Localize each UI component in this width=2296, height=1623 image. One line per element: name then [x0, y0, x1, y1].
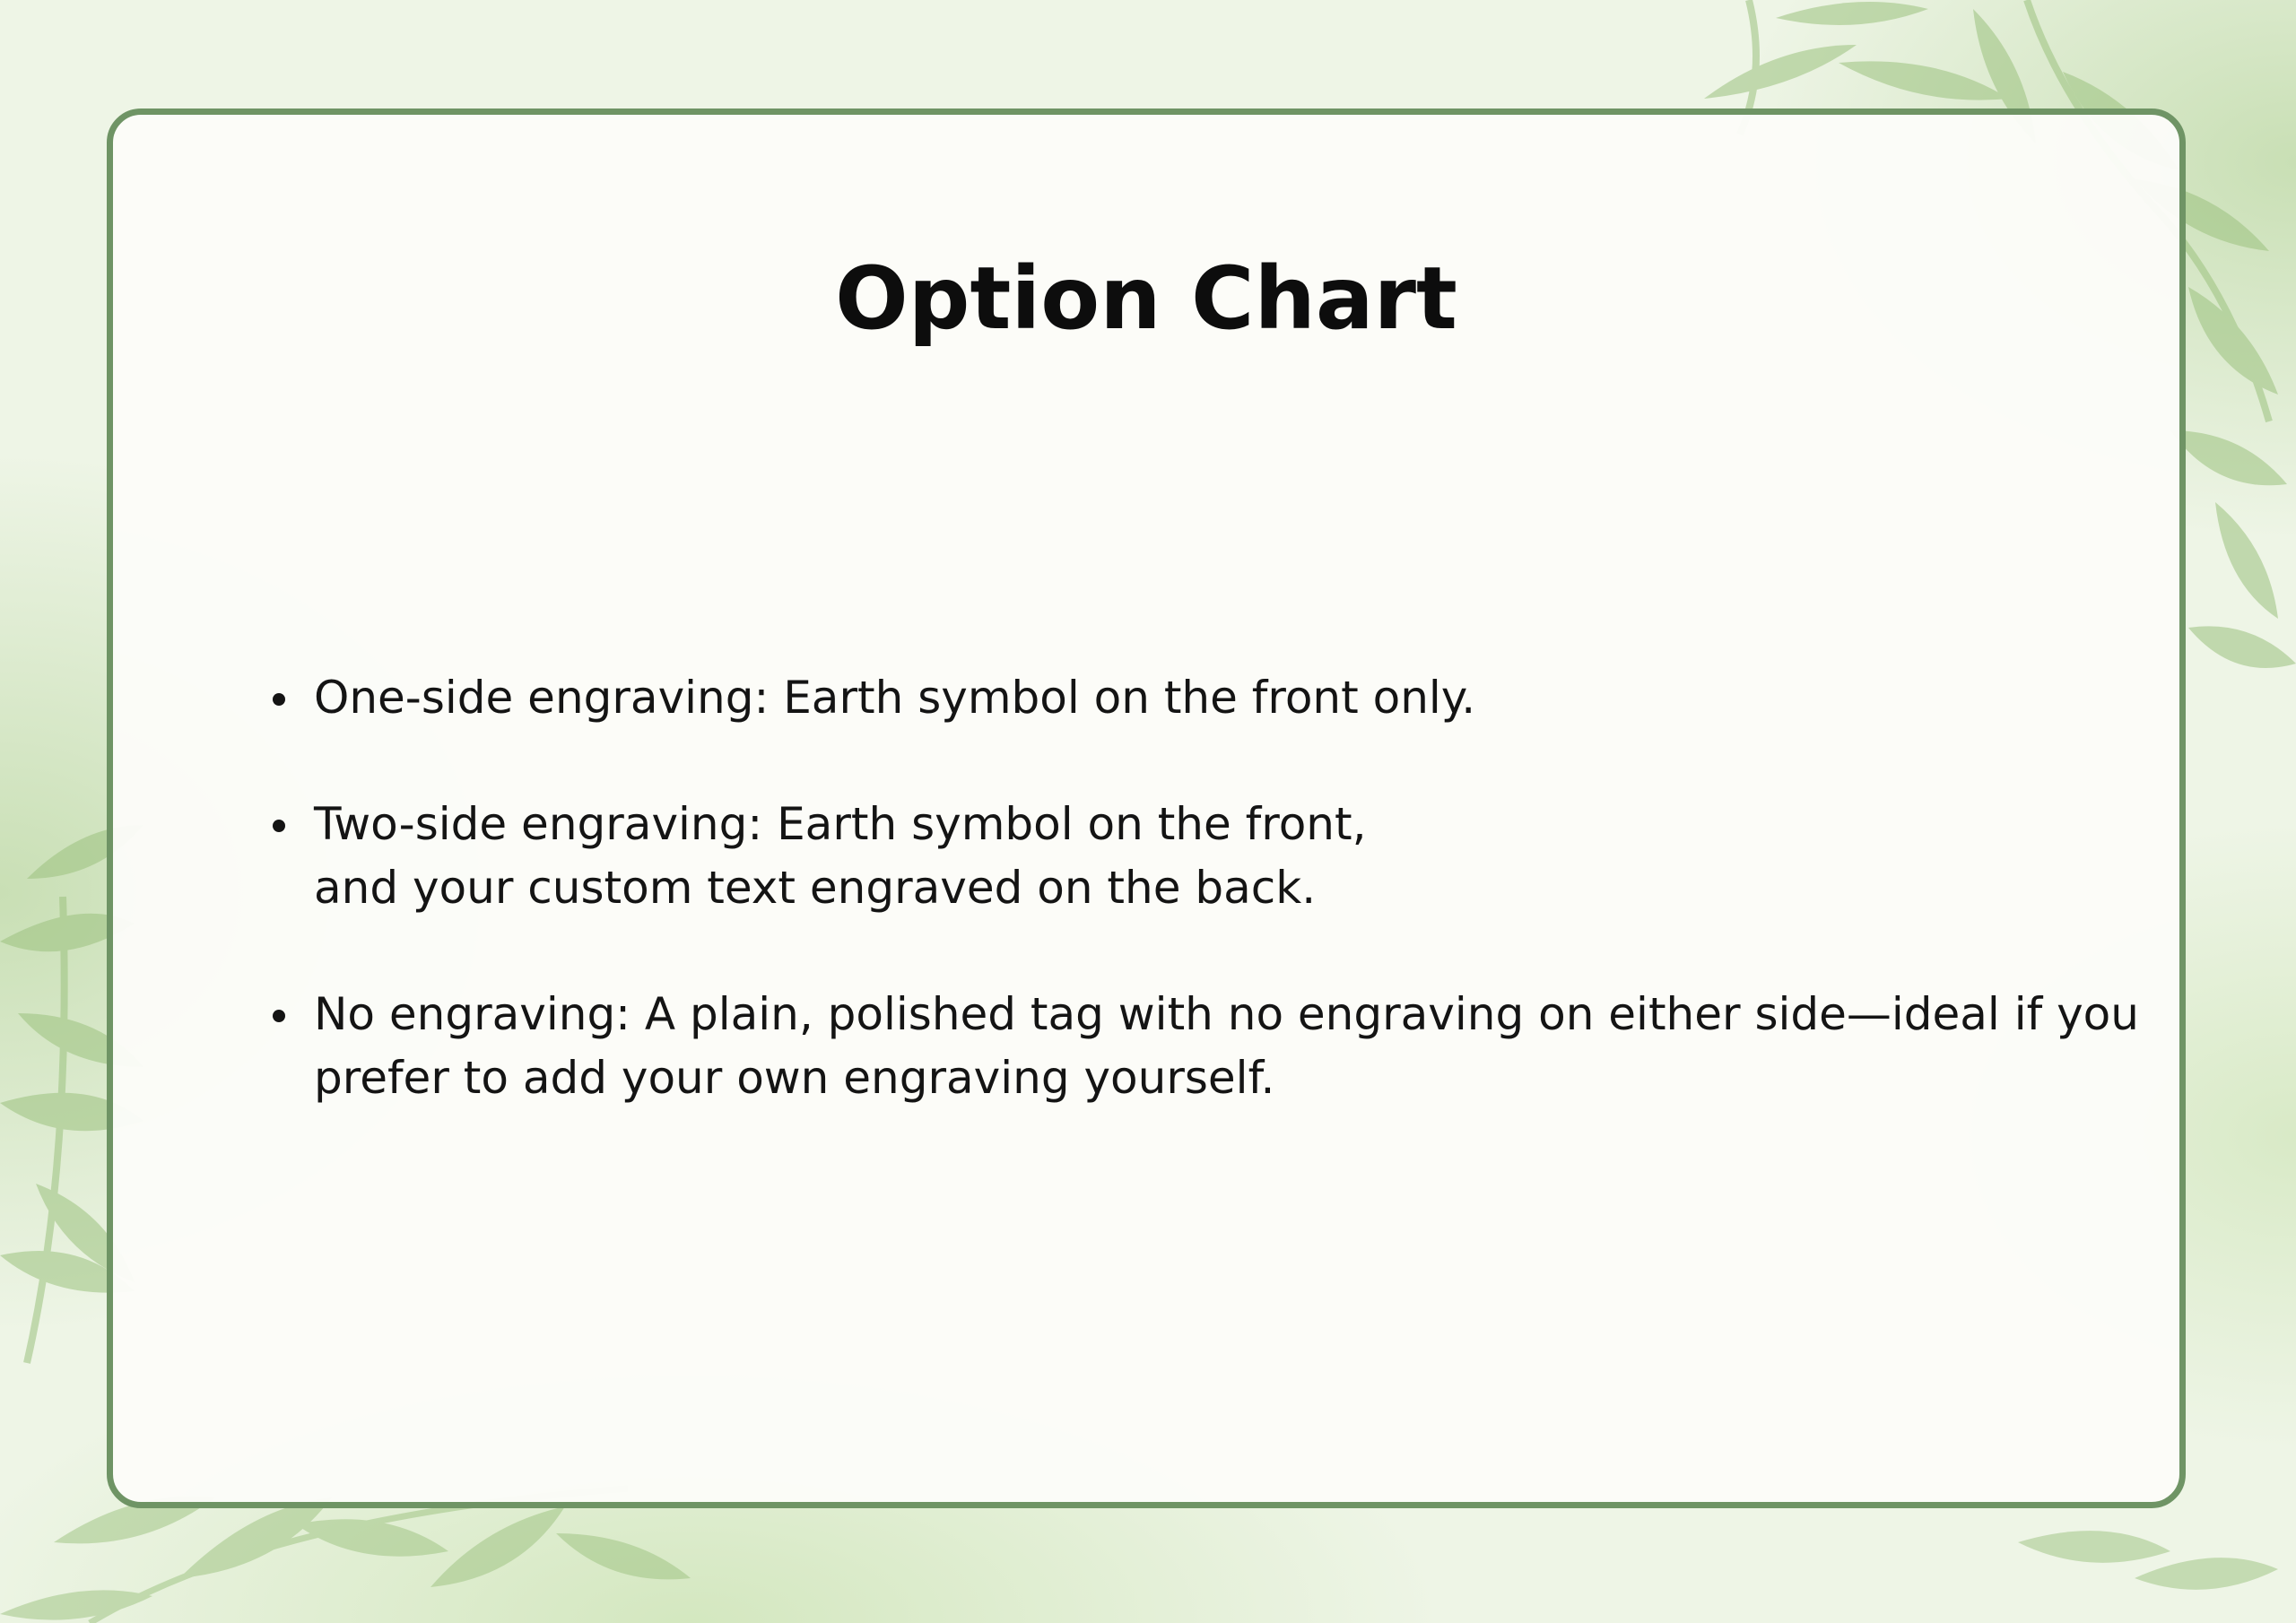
bullet-icon	[273, 693, 285, 706]
bullet-icon	[273, 820, 285, 832]
option-chart-card	[107, 108, 2186, 1508]
option-text-line: No engraving: A plain, polished tag with no engraving on either side—ideal if you	[314, 988, 2139, 1040]
bullet-icon	[273, 1010, 285, 1022]
option-text-line: One-side engraving: Earth symbol on the front only.	[314, 672, 1476, 724]
option-text-line: Two-side engraving: Earth symbol on the front,	[314, 798, 1367, 850]
option-item-two-side	[314, 793, 2126, 920]
option-item-one-side	[314, 666, 2126, 730]
option-list	[314, 666, 2139, 1173]
option-text-line: and your custom text engraved on the back.	[314, 862, 1317, 914]
option-item-no-engraving	[314, 983, 2139, 1110]
page-title: Option Chart	[835, 248, 1457, 349]
option-text-line: prefer to add your own engraving yourself.	[314, 1052, 1275, 1104]
